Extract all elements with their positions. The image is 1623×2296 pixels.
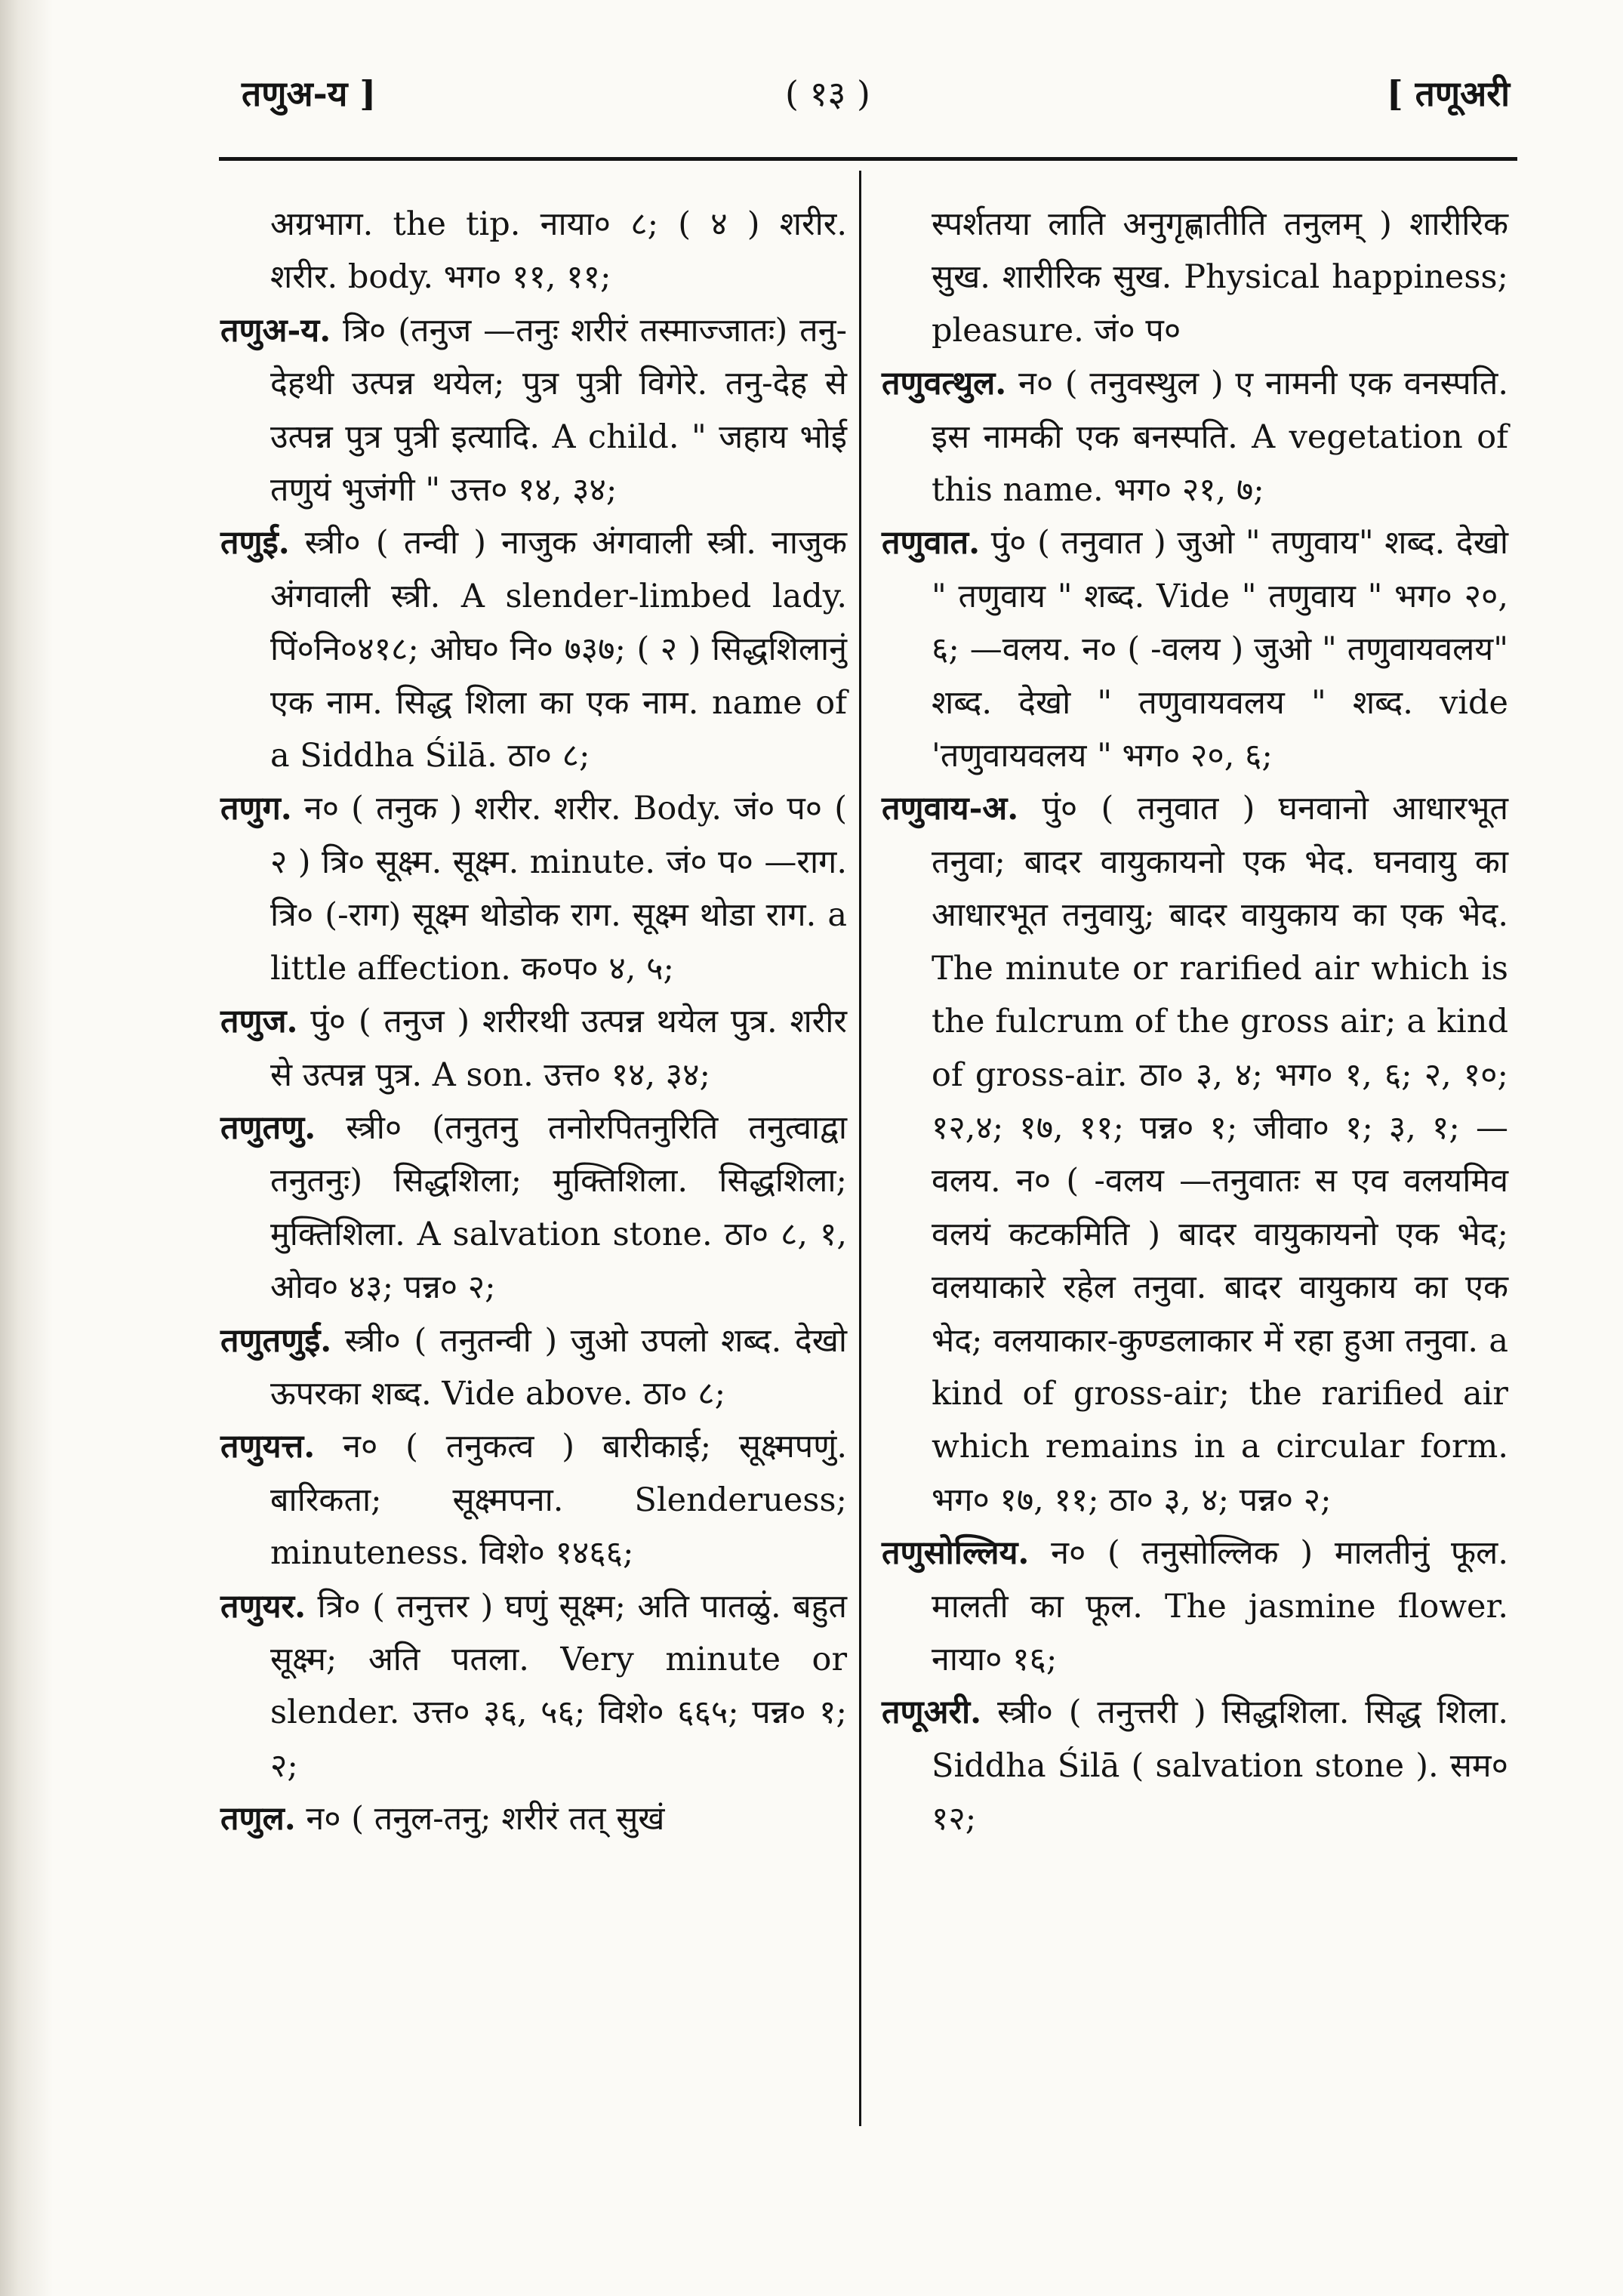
header-left-guideword: तणुअ-य ]	[242, 73, 377, 114]
page-number: ( १३ )	[785, 73, 870, 114]
dictionary-entry	[220, 1580, 847, 1793]
dictionary-entry	[882, 1527, 1508, 1686]
entry-headword: तणुयर.	[220, 1587, 306, 1626]
entry-headword: तणुल.	[220, 1800, 296, 1838]
entry-definition: स्पर्शतया लाति अनुगृह्णातीति तनुलम् ) शारीरिक सुख. शारीरिक सुख. Physical happiness; pleasure. जं० प०	[932, 205, 1508, 350]
entry-headword: तणूअरी.	[882, 1693, 982, 1732]
dictionary-entry	[220, 1420, 847, 1579]
entry-headword: तणुग.	[220, 790, 292, 828]
dictionary-entry	[882, 516, 1508, 782]
entry-headword: तणुई.	[220, 524, 290, 562]
entry-definition: स्त्री० (तनुतनु तनोरपितनुरिति तनुत्वाद्वा तनुतनुः) सिद्धशिला; मुक्तिशिला. सिद्धशिला; मुक्तिशिला. A salvation stone. ठा० ८, १, ओव० ४३; पन्न० २;	[270, 1108, 848, 1307]
dictionary-entry	[220, 198, 847, 304]
entry-headword: तणुअ-य.	[220, 311, 331, 350]
entry-definition: न० ( तनुक ) शरीर. शरीर. Body. जं० प० ( २ ) त्रि० सूक्ष्म. सूक्ष्म. minute. जं० प० —राग. त्रि० (-राग) सूक्ष्म थोडोक राग. सूक्ष्म थोडा राग. a little affection. क०प० ४, ५;	[270, 790, 847, 988]
dictionary-entry	[220, 995, 847, 1102]
dictionary-entry	[220, 1102, 847, 1314]
entry-definition: पुं० ( तनुवात ) जुओ " तणुवाय" शब्द. देखो " तणुवाय " शब्द. Vide " तणुवाय " भग० २०, ६; —वलय. न० ( -वलय ) जुओ " तणुवायवलय" शब्द. देखो " तणुवायवलय " शब्द. vide 'तणुवायवलय " भग० २०, ६;	[932, 524, 1509, 775]
dictionary-entry	[882, 782, 1508, 1527]
entry-definition: न० ( तनुवस्थुल ) ए नामनी एक वनस्पति. इस नामकी एक बनस्पति. A vegetation of this name. भग० २१, ७;	[932, 365, 1509, 510]
entry-headword: तणुज.	[220, 1003, 298, 1041]
entry-definition: न० ( तनुल-तनु; शरीरं तत् सुखं	[306, 1800, 665, 1838]
entry-definition: पुं० ( तनुवात ) घनवानो आधारभूत तनुवा; बादर वायुकायनो एक भेद. घनवायु का आधारभूत तनुवायु; बादर वायुकाय का एक भेद. The minute or rarified air which is the fulcrum of the gross air; a kind of gross-air. ठा० ३, ४; भग० १, ६; २, १०; १२,४; १७, ११; पन्न० १; जीवा० १; ३, १; —वलय. न० ( -वलय —तनुवातः स एव वलयमिव वलयं कटकमिति ) बादर वायुकायनो एक भेद; वलयाकारे रहेल तनुवा. बादर वायुकाय का एक भेद; वलयाकार-कुण्डलाकार में रहा हुआ तनुवा. a kind of gross-air; the rarified air which remains in a circular form. भग० १७, ११; ठा० ३, ४; पन्न० २;	[932, 790, 1508, 1519]
header-rule	[219, 157, 1517, 161]
entry-definition: पुं० ( तनुज ) शरीरथी उत्पन्न थयेल पुत्र. शरीर से उत्पन्न पुत्र. A son. उत्त० १४, ३४;	[270, 1003, 847, 1094]
entry-headword: तणुवत्थुल.	[882, 365, 1007, 403]
entry-headword: तणुयत्त.	[220, 1428, 316, 1466]
entry-headword: तणुतणु.	[220, 1108, 316, 1147]
column-divider	[859, 171, 861, 2126]
right-column	[882, 198, 1508, 1846]
entry-headword: तणुतणुई.	[220, 1321, 332, 1360]
entry-definition: त्रि० ( तनुत्तर ) घणुं सूक्ष्म; अति पातळुं. बहुत सूक्ष्म; अति पतला. Very minute or slender. उत्त० ३६, ५६; विशे० ६६५; पन्न० १; २;	[270, 1587, 848, 1785]
entry-headword: तणुसोल्लिय.	[882, 1534, 1030, 1573]
entry-definition: अग्रभाग. the tip. नाया० ८; ( ४ ) शरीर. शरीर. body. भग० ११, ११;	[270, 205, 847, 297]
scan-edge	[0, 0, 53, 2296]
dictionary-entry	[220, 1792, 847, 1845]
left-column	[220, 198, 847, 1846]
entry-definition: स्त्री० ( तनुत्तरी ) सिद्धशिला. सिद्ध शिला. Siddha Śilā ( salvation stone ). सम० १२;	[932, 1693, 1508, 1838]
entry-definition: न० ( तनुकत्व ) बारीकाई; सूक्ष्मपणुं. बारिकता; सूक्ष्मपना. Slenderuess; minuteness. विशे० १४६६;	[270, 1428, 847, 1573]
dictionary-entry	[882, 1686, 1508, 1845]
header-right-guideword: [ तणूअरी	[1386, 73, 1510, 114]
entry-headword: तणुवात.	[882, 524, 981, 562]
dictionary-entry	[882, 198, 1508, 357]
dictionary-entry	[882, 357, 1508, 516]
dictionary-entry	[220, 304, 847, 517]
dictionary-entry	[220, 782, 847, 995]
entry-definition: स्त्री० ( तन्वी ) नाजुक अंगवाली स्त्री. नाजुक अंगवाली स्त्री. A slender-limbed lady. पिं०नि०४१८; ओघ० नि० ७३७; ( २ ) सिद्धशिलानुं एक नाम. सिद्ध शिला का एक नाम. name of a Siddha Śilā. ठा० ८;	[270, 524, 847, 775]
entry-definition: स्त्री० ( तनुतन्वी ) जुओ उपलो शब्द. देखो ऊपरका शब्द. Vide above. ठा० ८;	[270, 1321, 848, 1413]
dictionary-entry	[220, 516, 847, 782]
entry-definition: न० ( तनुसोल्लिक ) मालतीनुं फूल. मालती का फूल. The jasmine flower. नाया० १६;	[932, 1534, 1508, 1678]
dictionary-entry	[220, 1314, 847, 1421]
entry-definition: त्रि० (तनुज —तनुः शरीरं तस्माज्जातः) तनु-देहथी उत्पन्न थयेल; पुत्र पुत्री विगेरे. तनु-देह से उत्पन्न पुत्र पुत्री इत्यादि. A child. " जहाय भोई तणुयं भुजंगी " उत्त० १४, ३४;	[270, 311, 847, 510]
entry-headword: तणुवाय-अ.	[882, 790, 1019, 828]
